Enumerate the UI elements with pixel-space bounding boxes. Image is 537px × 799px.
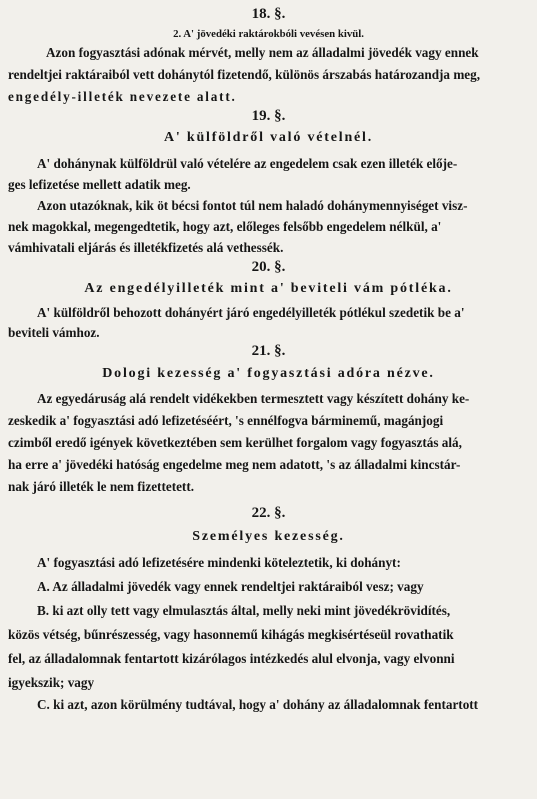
section-20-line-1: A' külföldről behozott dohányért járó engedélyilleték pótlékul szedetik be a' bbox=[37, 305, 465, 320]
section-22-line-4: közös vétség, bűnrészesség, vagy hasonnemű kihágás megkisértéseül rovathatik bbox=[8, 627, 454, 642]
section-18-number: 18. §. bbox=[251, 6, 286, 22]
section-19-line-4: nek magokkal, megengedtetik, hogy azt, előleges felsőbb engedelem nélkül, a' bbox=[8, 219, 442, 234]
section-18-line-3: engedély-illeték nevezete alatt. bbox=[8, 89, 237, 104]
section-22-line-7: C. ki azt, azon körülmény tudtával, hogy a' dohány az álladalomnak fentartott bbox=[37, 697, 479, 712]
section-20-line-2: beviteli vámhoz. bbox=[8, 325, 100, 340]
section-21-line-5: nak járó illeték le nem fizettetett. bbox=[8, 479, 195, 494]
section-21-number: 21. §. bbox=[251, 343, 286, 359]
section-22-line-6: igyekszik; vagy bbox=[8, 675, 95, 690]
section-22-line-2: A. Az álladalmi jövedék vagy ennek rendeltjei raktáraiból vesz; vagy bbox=[37, 579, 424, 594]
section-20-heading: Az engedélyilleték mint a' beviteli vám pótléka. bbox=[84, 281, 453, 296]
section-22-heading: Személyes kezesség. bbox=[192, 529, 345, 544]
section-21-line-2: zeskedik a' fogyasztási adó lefizetéséért, 's ennélfogva bárminemű, magánjogi bbox=[8, 413, 444, 428]
section-19-line-2: ges lefizetése mellett adatik meg. bbox=[8, 177, 191, 192]
section-19-line-1: A' dohánynak külföldrül való vételére az engedelem csak ezen illeték elője- bbox=[37, 156, 458, 171]
section-18-line-1: Azon fogyasztási adónak mérvét, melly nem az álladalmi jövedék vagy ennek bbox=[46, 45, 479, 60]
section-21-line-1: Az egyedáruság alá rendelt vidékekben termesztett vagy készített dohány ke- bbox=[37, 391, 470, 406]
section-22-line-5: fel, az álladalomnak fentartott kizárólagos intézkedés alul elvonja, vagy elvonni bbox=[8, 651, 455, 666]
section-19-number: 19. §. bbox=[251, 108, 286, 124]
section-21-heading: Dologi kezesség a' fogyasztási adóra nézve. bbox=[102, 366, 435, 381]
section-21-line-4: ha erre a' jövedéki hatóság engedelme meg nem adatott, 's az álladalmi kincstár- bbox=[8, 457, 461, 472]
section-19-line-3: Azon utazóknak, kik öt bécsi fontot túl nem haladó dohánymennyiséget visz- bbox=[37, 198, 468, 213]
section-22-line-3: B. ki azt olly tett vagy elmulasztás által, melly neki mint jövedékrövidítés, bbox=[37, 603, 451, 618]
section-19-heading: A' külföldről való vételnél. bbox=[163, 130, 374, 145]
section-21-line-3: czimből eredő igények következtében sem kerülhet forgalom vagy fogyasztás alá, bbox=[8, 435, 462, 450]
section-20-number: 20. §. bbox=[251, 259, 286, 275]
section-19-line-5: vámhivatali eljárás és illetékfizetés alá vethessék. bbox=[8, 240, 284, 255]
section-22-number: 22. §. bbox=[251, 505, 286, 521]
section-22-line-1: A' fogyasztási adó lefizetésére mindenki köteleztetik, ki dohányt: bbox=[37, 555, 401, 570]
section-18-heading: 2. A' jövedéki raktárokbóli vevésen kivül. bbox=[173, 28, 364, 40]
section-18-line-2: rendeltjei raktáraiból vett dohánytól fizetendő, különös árszabás határozandja meg, bbox=[8, 67, 481, 82]
